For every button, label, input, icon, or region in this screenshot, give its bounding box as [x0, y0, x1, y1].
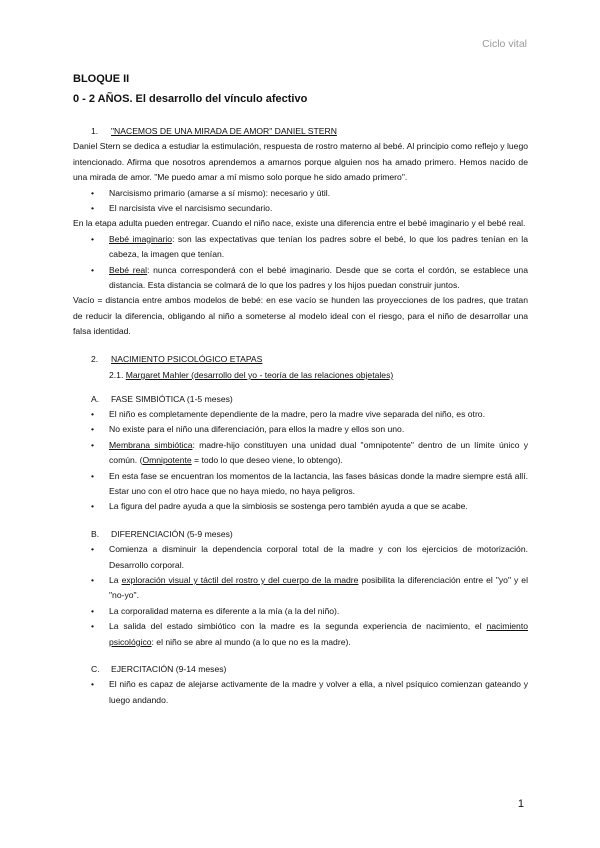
paragraph: Daniel Stern se dedica a estudiar la estimulación, respuesta de rostro materno al bebé. Al principio como reflejo y luego intencionado. Afirma que nosotros aprendemos a amarnos porque alguien nos ha amado primero. Hemos nacido de una mirada de amor. "Me puedo amar a mí mismo solo porque he sido amado primero". — [73, 141, 528, 183]
list-item — [73, 232, 528, 263]
phase-b-heading — [73, 527, 528, 542]
phase-title: FASE SIMBIÓTICA (1-5 meses) — [111, 393, 233, 404]
section-title: NACIMIENTO PSICOLÓGICO ETAPAS — [111, 353, 263, 364]
bullet-list — [73, 542, 528, 650]
text: posibilita la diferenciación entre el "yo" y el "no-yo". — [109, 574, 528, 601]
list-item — [73, 263, 528, 294]
phase-a-heading — [73, 392, 528, 407]
term: Bebé real — [109, 264, 148, 275]
section-number: 2. — [91, 353, 99, 364]
list-item: • En esta fase se encuentran los momentos de la lactancia, las fases básicas donde la madre siempre está allí. Estar uno con el otro hace que no haya miedo, no haya peligros. — [73, 469, 528, 500]
bullet-list — [73, 232, 528, 294]
bullet-list — [73, 677, 528, 708]
list-item: • La figura del padre ayuda a que la simbiosis se sostenga pero también ayuda a que se acabe. — [73, 499, 528, 514]
phase-letter: A. — [91, 393, 100, 404]
text: : nunca corresponderá con el bebé imaginario. Desde que se corta el cordón, se establece una distancia. Esta distancia se colmará de lo que los padres y los hijos puedan construir juntos. — [109, 264, 528, 291]
list-item: • No existe para el niño una diferenciación, para ellos la madre y ellos son uno. — [73, 422, 528, 437]
page-number: 1 — [517, 798, 524, 810]
phase-title: EJERCITACIÓN (9-14 meses) — [111, 664, 227, 674]
list-item: • La corporalidad materna es diferente a la mía (a la del niño). — [73, 604, 528, 619]
section-2-heading — [73, 352, 528, 367]
term: Bebé imaginario — [109, 233, 173, 244]
term: exploración visual y táctil del rostro y del cuerpo de la madre — [121, 574, 359, 585]
bullet-list — [73, 407, 528, 515]
paragraph: En la etapa adulta pueden entregar. Cuando el niño nace, existe una diferencia entre el bebé imaginario y el bebé real. — [73, 218, 526, 229]
term: Omnipotente — [142, 455, 192, 466]
block-title: BLOQUE II — [73, 73, 130, 85]
running-header: Ciclo vital — [482, 38, 527, 50]
text: La — [109, 574, 122, 585]
list-item: • El niño es capaz de alejarse activamente de la madre y volver a ella, a nivel psíquico comienzan gateando y luego andando. — [73, 677, 528, 708]
document-title: 0 - 2 AÑOS. El desarrollo del vínculo afectivo — [73, 93, 308, 105]
text: : el niño se abre al mundo (a lo que no es la madre). — [151, 636, 351, 647]
list-item — [73, 438, 528, 469]
term: nacimiento psicológico — [109, 621, 528, 647]
paragraph: Vacío = distancia entre ambos modelos de bebé: en ese vacío se hunden las proyecciones de los padres, que tratan de reducir la diferencia, obligando al niño a someterse al modelo ideal con el riesgo, para el niño de desarrollar una falsa identidad. — [73, 295, 528, 337]
section-1-heading — [73, 124, 528, 139]
phase-letter: C. — [91, 664, 100, 674]
phase-letter: B. — [91, 528, 100, 539]
subsection-title: Margaret Mahler (desarrollo del yo - teoría de las relaciones objetales) — [125, 370, 394, 381]
text: : son las expectativas que tenían los padres sobre el bebé, lo que los padres tenían en la cabeza, la imagen que tenían. — [109, 233, 528, 260]
subsection-number: 2.1. — [109, 370, 124, 381]
text: La salida del estado simbiótico con la madre es la segunda experiencia de nacimiento, el — [109, 621, 487, 632]
subsection-heading — [73, 368, 528, 383]
list-item: • Narcisismo primario (amarse a sí mismo): necesario y útil. — [73, 186, 528, 201]
list-item: • Comienza a disminuir la dependencia corporal total de la madre y con los ejercicios de motorización. Desarrollo corporal. — [73, 542, 528, 573]
term: Membrana simbiótica — [109, 439, 193, 450]
page-content — [73, 72, 528, 708]
list-item — [73, 619, 528, 650]
section-number: 1. — [91, 126, 99, 136]
list-item: • El niño es completamente dependiente de la madre, pero la madre vive separada del niño, es otro. — [73, 407, 528, 422]
phase-c-heading — [73, 662, 528, 677]
list-item — [73, 573, 528, 604]
bullet-list — [73, 186, 528, 217]
section-title: "NACEMOS DE UNA MIRADA DE AMOR" DANIEL STERN — [111, 126, 337, 136]
list-item: • El narcisista vive el narcisismo secundario. — [73, 201, 528, 216]
phase-title: DIFERENCIACIÓN (5-9 meses) — [111, 528, 233, 539]
text: = todo lo que deseo viene, lo obtengo). — [191, 455, 343, 466]
text: : madre-hijo constituyen una unidad dual "omnipotente" dentro de un límite único y común. ( — [109, 439, 528, 466]
